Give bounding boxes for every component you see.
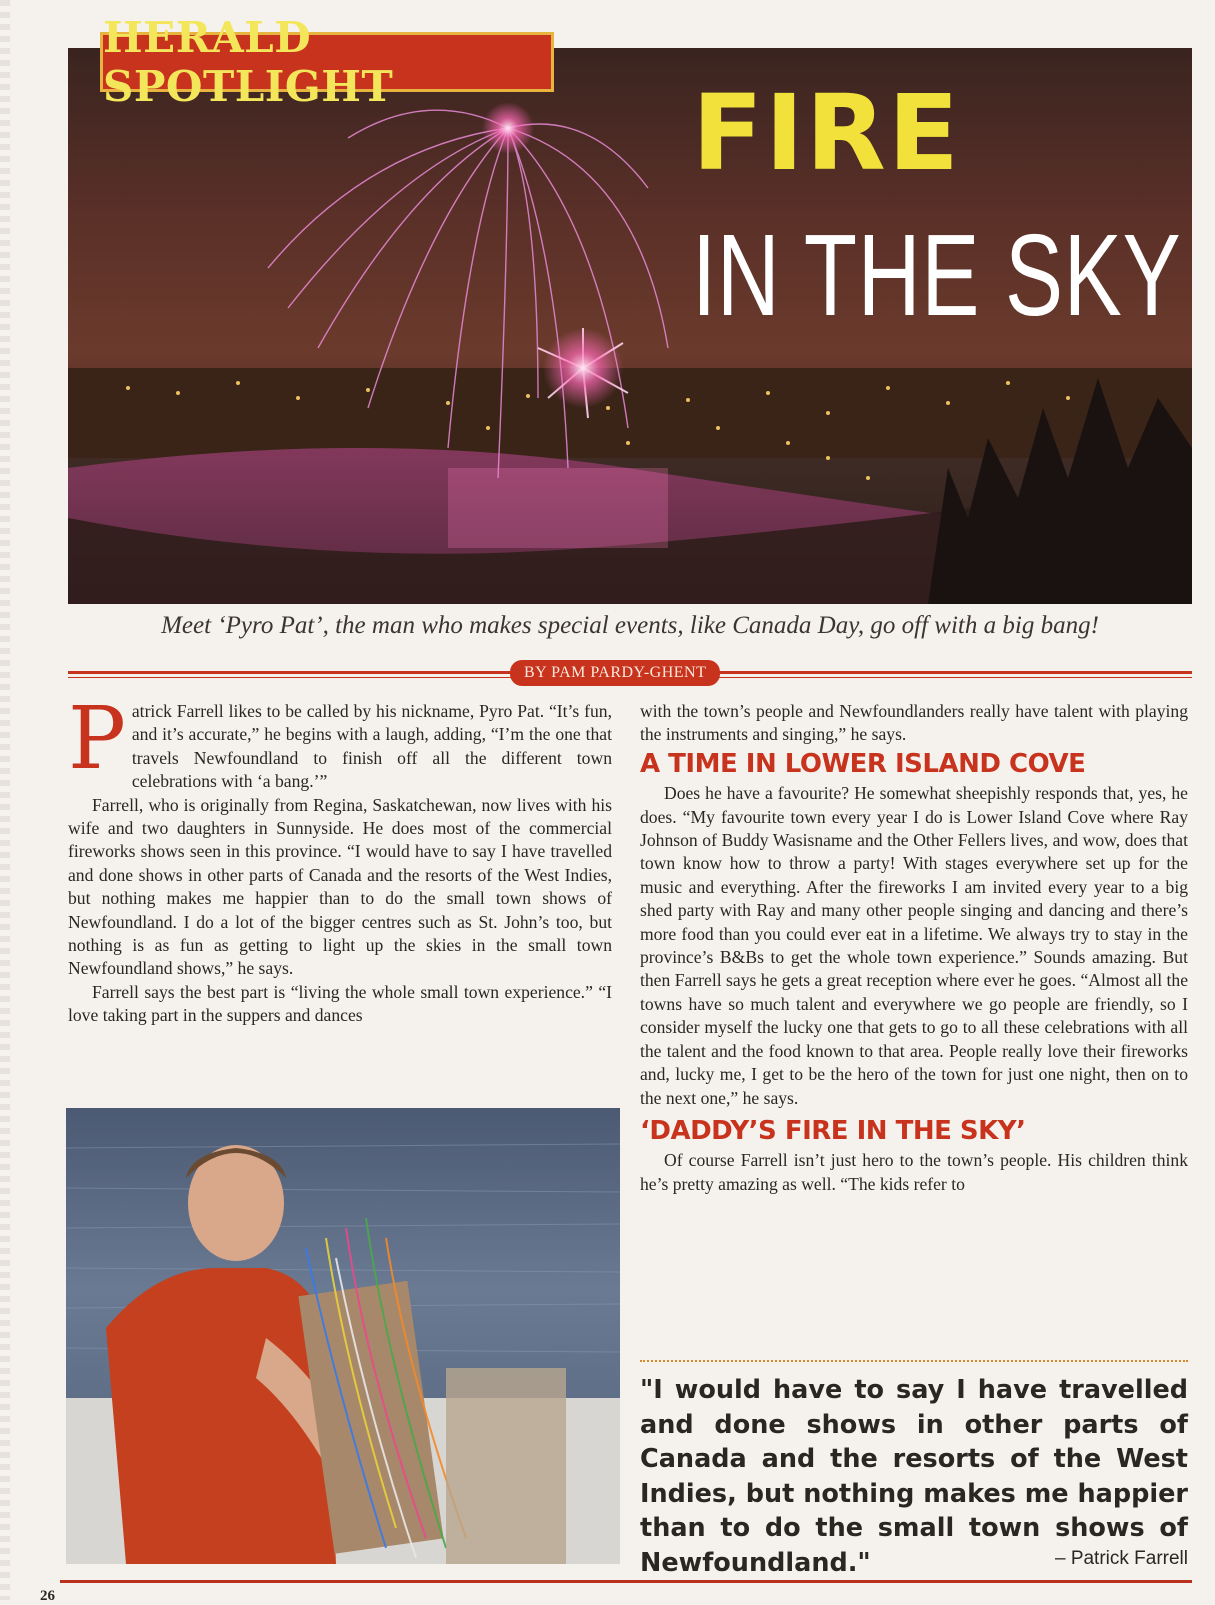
paragraph-4: with the town’s people and Newfoundlanders really have talent with playing the instruments and singing,” he says. xyxy=(640,701,1188,745)
drop-cap: P xyxy=(68,689,126,789)
photo-caption: Meet ‘Pyro Pat’, the man who makes special events, like Canada Day, go off with a big bang! xyxy=(161,612,1099,639)
pullquote-rule xyxy=(640,1360,1188,1362)
article-column-right xyxy=(640,700,1188,1196)
paragraph-1-text: atrick Farrell likes to be called by his nickname, Pyro Pat. “It’s fun, and it’s accurate,” he begins with a laugh, adding, “I’m the one that travels Newfoundland to finish off all the different town celebrations with ‘a bang.’” xyxy=(131,701,612,792)
paragraph-1 xyxy=(68,689,612,794)
paragraph-6: Of course Farrell isn’t just hero to the town’s people. His children think he’s pretty amazing as well. “The kids refer to xyxy=(640,1150,1188,1194)
subhead-daddys-fire: ‘DADDY’S FIRE IN THE SKY’ xyxy=(640,1115,1026,1146)
page-footer xyxy=(40,1588,55,1605)
section-banner-text: HERALD SPOTLIGHT xyxy=(103,13,394,111)
article-column-left xyxy=(68,689,612,1028)
headline-in-the-sky: IN THE SKY xyxy=(692,210,1182,340)
perforation-edge xyxy=(0,0,10,1600)
pullquote-attribution: – Patrick Farrell xyxy=(1054,1548,1188,1569)
bottom-rule xyxy=(60,1580,1192,1583)
paragraph-5: Does he have a favourite? He somewhat sheepishly responds that, yes, he does. “My favourite town every year I do is Lower Island Cove where Ray Johnson of Buddy Wasisname and the Other Fellers lives, and wow, does that town know how to throw a party! With stages everywhere set up for the music and everything. After the fireworks I am invited every year to a big shed party with Ray and many other people singing and dancing and there’s more food than you could ever eat in a lifetime. We always try to stay in the province’s B&Bs to get the whole town experience.” Sounds amazing. But then Farrell says he gets a great reception where ever he goes. “Almost all the towns have so much talent and everywhere we go people are friendly, so I consider myself the lucky one that gets to go to all these celebrations with all the talent and the food known to that area. People really love their fireworks and, lucky me, I get to be the hero of the town for just one night, then on to the next one,” he says. xyxy=(640,783,1188,1108)
section-banner xyxy=(100,13,554,111)
subhead-lower-island-cove: A TIME IN LOWER ISLAND COVE xyxy=(640,748,1086,779)
byline: BY PAM PARDY-GHENT xyxy=(510,660,720,686)
pullquote: "I would have to say I have travelled and done shows in other parts of Canada and the resorts of the West Indies, but nothing makes me happier than to do the small town shows of Newfoundland." xyxy=(640,1375,1188,1578)
headline-fire: FIRE xyxy=(692,72,961,194)
paragraph-3: Farrell says the best part is “living the whole small town experience.” “I love taking part in the suppers and dances xyxy=(68,981,612,1026)
pyro-pat-photo xyxy=(66,1108,620,1564)
page-number: 26 xyxy=(40,1588,55,1604)
portrait-illustration xyxy=(66,1108,620,1564)
paragraph-2: Farrell, who is originally from Regina, Saskatchewan, now lives with his wife and two daughters in Sunnyside. He does most of the commercial fireworks shows seen in this province. “I would have to say I have travelled and done shows in other parts of Canada and the resorts of the West Indies, but nothing makes me happier than to do the small town shows of Newfoundland. I do a lot of the bigger centres such as St. John’s too, but nothing is as fun as getting to light up the skies in the small town Newfoundland shows,” he says. xyxy=(68,794,612,979)
